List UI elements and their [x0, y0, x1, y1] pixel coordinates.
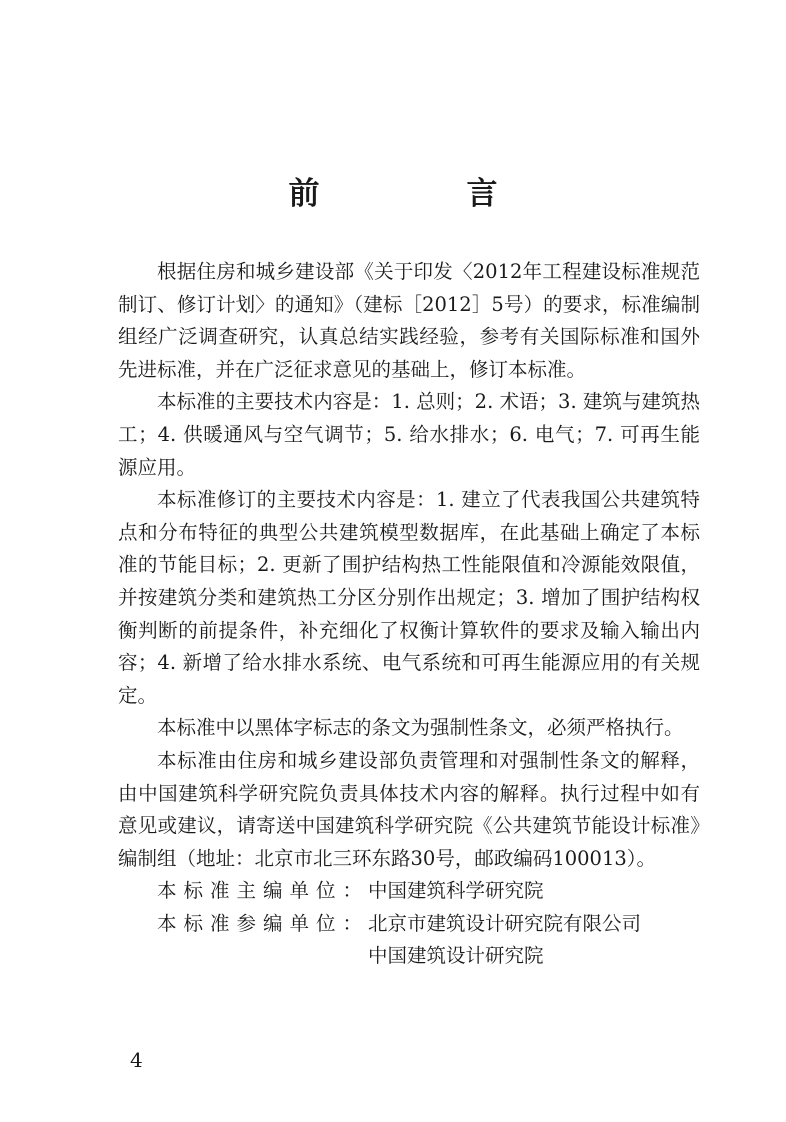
participating-editor-row [118, 908, 700, 973]
page-number: 4 [130, 1048, 143, 1072]
paragraph-main-content: 本标准的主要技术内容是：1. 总则；2. 术语；3. 建筑与建筑热工；4. 供暖通风与空气调节；5. 给水排水；6. 电气；7. 可再生能源应用。 [118, 390, 700, 479]
chief-editor-label: 本标准主编单位： [157, 879, 370, 903]
participating-unit: 中国建筑设计研究院 [368, 944, 544, 968]
paragraph-revision-content: 本标准修订的主要技术内容是：1. 建立了代表我国公共建筑特点和分布特征的典型公共建筑模型数据库，在此基础上确定了本标准的节能目标；2. 更新了围护结构热工性能限值和冷源能效限值，并按建筑分类和建筑热工分区分别作出规定；3. 增加了围护结构权衡判断的前提条件，补充细化了权衡计算软件的要求及输入输出内容；4. 新增了给水排水系统、电气系统和可再生能源应用的有关规定。 [118, 488, 700, 707]
chief-editor-unit: 中国建筑科学研究院 [368, 879, 544, 903]
editor-units [118, 875, 700, 973]
paragraph-mandatory-clauses: 本标准中以黑体字标志的条文为强制性条文，必须严格执行。 [157, 716, 684, 740]
body-text [118, 256, 700, 973]
paragraph-basis: 根据住房和城乡建设部《关于印发〈2012年工程建设标准规范制订、修订计划〉的通知》（建标［2012］5号）的要求，标准编制组经广泛调查研究，认真总结实践经验，参考有关国际标准和国外先进标准，并在广泛征求意见的基础上，修订本标准。 [118, 260, 700, 381]
page-title: 前 言 [288, 176, 556, 212]
participating-editor-label: 本标准参编单位： [157, 911, 370, 935]
chief-editor-row [118, 875, 700, 908]
paragraph-management: 本标准由住房和城乡建设部负责管理和对强制性条文的解释，由中国建筑科学研究院负责具体技术内容的解释。执行过程中如有意见或建议，请寄送中国建筑科学研究院《公共建筑节能设计标准》编制组（地址：北京市北三环东路30号，邮政编码100013）。 [118, 748, 700, 870]
participating-unit: 北京市建筑设计研究院有限公司 [368, 911, 642, 935]
